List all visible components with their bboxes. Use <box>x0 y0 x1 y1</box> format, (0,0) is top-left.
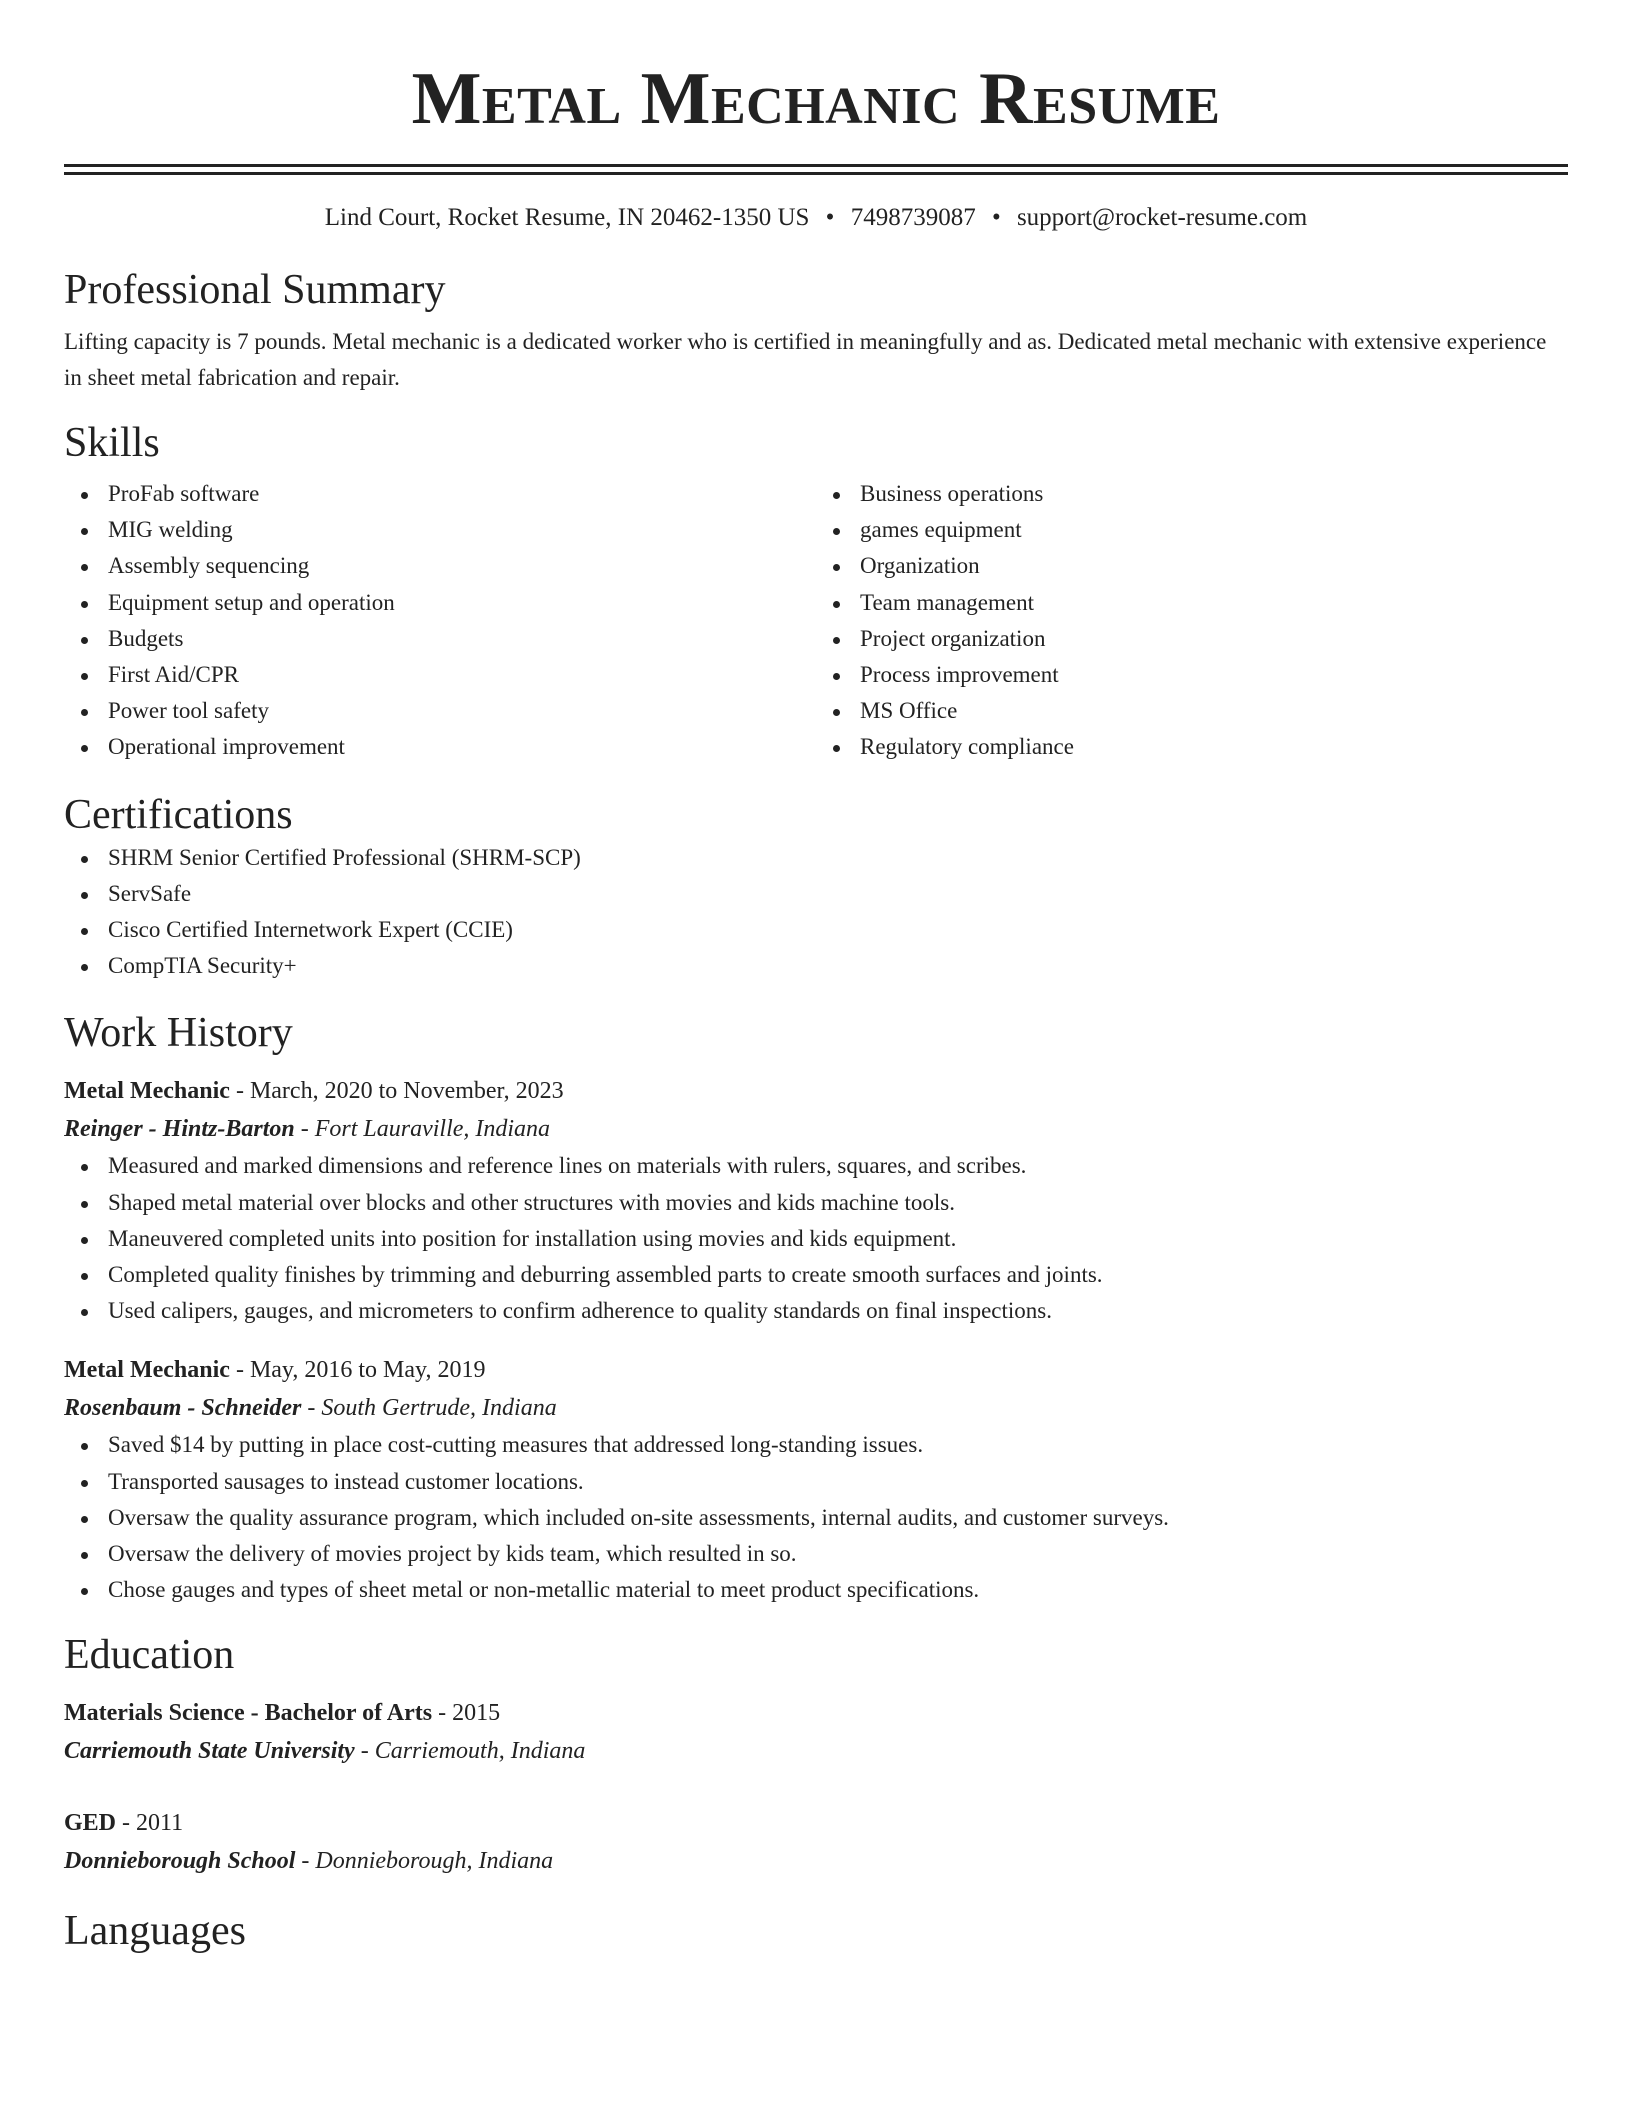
job-duties-list <box>64 1148 1568 1329</box>
contact-separator: • <box>991 204 1001 231</box>
employer-location: Fort Lauraville, Indiana <box>314 1116 551 1143</box>
school-line: Carriemouth State University - Carriemouth, Indiana <box>64 1738 586 1765</box>
degree-line: GED - 2011 <box>64 1810 184 1837</box>
contact-phone: 7498739087 <box>850 204 976 231</box>
duty-item: Shaped metal material over blocks and other structures with movies and kids machine tools. <box>108 1185 1568 1221</box>
skills-heading: Skills <box>64 420 160 466</box>
title-divider <box>64 164 1568 175</box>
certification-item: SHRM Senior Certified Professional (SHRM-SCP) <box>108 840 1568 876</box>
contact-line <box>64 203 1568 233</box>
duty-item: Completed quality finishes by trimming and deburring assembled parts to create smooth surfaces and joints. <box>108 1257 1568 1293</box>
duty-item: Oversaw the delivery of movies project by kids team, which resulted in so. <box>108 1536 1568 1572</box>
contact-email: support@rocket-resume.com <box>1016 204 1308 231</box>
duty-item: Used calipers, gauges, and micrometers to confirm adherence to quality standards on final inspections. <box>108 1293 1568 1329</box>
skill-item: Power tool safety <box>108 693 816 729</box>
employer-name: Reinger - Hintz-Barton <box>64 1116 295 1143</box>
degree-line: Materials Science - Bachelor of Arts - 2015 <box>64 1700 501 1727</box>
job-title: Metal Mechanic <box>64 1078 230 1105</box>
job-title-line: Metal Mechanic - May, 2016 to May, 2019 <box>64 1357 486 1384</box>
skill-item: Budgets <box>108 621 816 657</box>
summary-heading: Professional Summary <box>64 267 446 313</box>
degree-year: 2015 <box>452 1700 501 1727</box>
school-line: Donnieborough School - Donnieborough, Indiana <box>64 1848 554 1875</box>
skill-item: Organization <box>860 548 1568 584</box>
employer-line: Rosenbaum - Schneider - South Gertrude, Indiana <box>64 1395 557 1422</box>
languages-heading: Languages <box>64 1908 246 1955</box>
job-duties-list <box>64 1427 1568 1608</box>
skill-item: Assembly sequencing <box>108 548 816 584</box>
job-dates: May, 2016 to May, 2019 <box>249 1357 486 1384</box>
degree-name: Materials Science - Bachelor of Arts <box>64 1700 433 1727</box>
skill-item: Operational improvement <box>108 729 816 765</box>
degree-year: 2011 <box>136 1810 184 1837</box>
work-history-heading: Work History <box>64 1010 293 1057</box>
school-location: Donnieborough, Indiana <box>315 1848 554 1875</box>
skills-columns <box>64 476 1568 766</box>
duty-item: Maneuvered completed units into position for installation using movies and kids equipment. <box>108 1221 1568 1257</box>
education-heading: Education <box>64 1632 235 1679</box>
contact-separator: • <box>825 204 835 231</box>
skill-item: MIG welding <box>108 512 816 548</box>
skill-item: ProFab software <box>108 476 816 512</box>
skill-item: First Aid/CPR <box>108 657 816 693</box>
employer-line: Reinger - Hintz-Barton - Fort Lauraville, Indiana <box>64 1116 551 1143</box>
skills-list-left <box>64 476 816 766</box>
skill-item: Team management <box>860 585 1568 621</box>
duty-item: Oversaw the quality assurance program, which included on-site assessments, internal audits, and customer surveys. <box>108 1500 1568 1536</box>
duty-item: Chose gauges and types of sheet metal or non-metallic material to meet product specifications. <box>108 1572 1568 1608</box>
summary-text: Lifting capacity is 7 pounds. Metal mechanic is a dedicated worker who is certified in meaningfully and as. Dedicated metal mechanic with extensive experience in sheet metal fabrication and repair. <box>64 329 1547 390</box>
employer-location: South Gertrude, Indiana <box>321 1395 557 1422</box>
skill-item: Business operations <box>860 476 1568 512</box>
skill-item: MS Office <box>860 693 1568 729</box>
school-location: Carriemouth, Indiana <box>374 1738 586 1765</box>
skill-item: Project organization <box>860 621 1568 657</box>
skill-item: Process improvement <box>860 657 1568 693</box>
skill-item: Equipment setup and operation <box>108 585 816 621</box>
skill-item: Regulatory compliance <box>860 729 1568 765</box>
job-dates: March, 2020 to November, 2023 <box>249 1078 564 1105</box>
school-name: Carriemouth State University <box>64 1738 355 1765</box>
certification-item: CompTIA Security+ <box>108 948 1568 984</box>
certifications-heading: Certifications <box>64 791 293 838</box>
skills-list-right <box>816 476 1568 766</box>
job-title: Metal Mechanic <box>64 1357 230 1384</box>
resume-title: Metal Mechanic Resume <box>411 58 1221 140</box>
duty-item: Measured and marked dimensions and reference lines on materials with rulers, squares, and scribes. <box>108 1148 1568 1184</box>
job-title-line: Metal Mechanic - March, 2020 to November, 2023 <box>64 1078 564 1105</box>
duty-item: Transported sausages to instead customer locations. <box>108 1464 1568 1500</box>
certification-item: ServSafe <box>108 876 1568 912</box>
degree-name: GED <box>64 1810 117 1837</box>
duty-item: Saved $14 by putting in place cost-cutting measures that addressed long-standing issues. <box>108 1427 1568 1463</box>
employer-name: Rosenbaum - Schneider <box>64 1395 302 1422</box>
certification-item: Cisco Certified Internetwork Expert (CCIE) <box>108 912 1568 948</box>
skill-item: games equipment <box>860 512 1568 548</box>
contact-address: Lind Court, Rocket Resume, IN 20462-1350 US <box>324 204 810 231</box>
certifications-list <box>64 840 1568 985</box>
school-name: Donnieborough School <box>64 1848 296 1875</box>
